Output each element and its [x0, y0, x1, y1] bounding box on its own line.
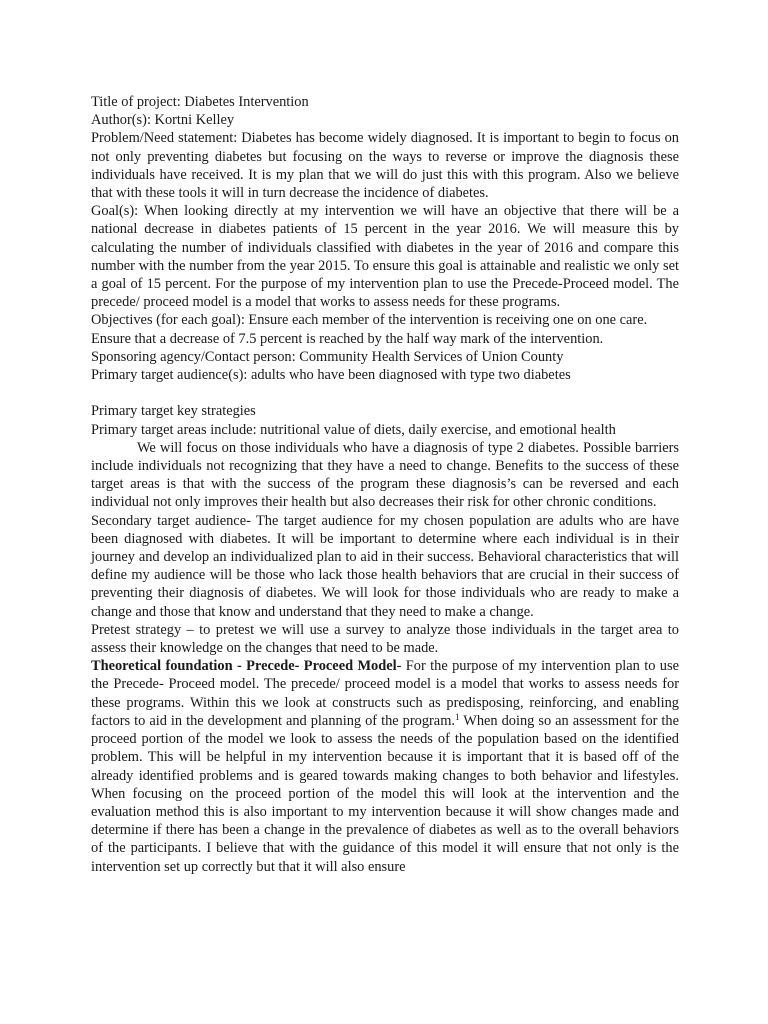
- problem-statement: Problem/Need statement: Diabetes has become widely diagnosed. It is important to begin to focus on not only preventing diabetes but focusing on the ways to reverse or improve the diagnosis these individuals have received. It is my plan that we will do just this with this program. Also we believe that with these tools it will in turn decrease the incidence of diabetes.: [91, 130, 679, 202]
- theoretical-text-b: When doing so an assessment for the proceed portion of the model we look to assess the needs of the population based on the identified problem. This will be helpful in my intervention because it is important that it is based off of the already identified problems and is geared towards making changes to both behavior and lifestyles. When focusing on the proceed portion of the model this will look at the intervention and the evaluation method this is also important to my intervention because it will show changes made and determine if there has been a change in the prevalence of diabetes as well as to the overall behaviors of the participants. I believe that with the guidance of this model it will ensure that not only is the intervention set up correctly but that it will also ensure: [91, 712, 679, 875]
- author-line: Author(s): Kortni Kelley: [91, 112, 235, 129]
- document-page: [91, 93, 679, 876]
- theoretical-foundation-label: Theoretical foundation - Precede- Proceed Model: [91, 658, 397, 675]
- project-title: Title of project: Diabetes Intervention: [91, 94, 309, 110]
- theoretical-text-a: - For the purpose of my intervention plan to use the Precede- Proceed model. The precede/ proceed model is a model that works to assess needs for these programs. Within this we look at constructs such as predisposing, reinforcing, and enabling factors to aid in the development and planning of the program.: [91, 658, 679, 729]
- footnote-marker[interactable]: 1: [455, 711, 460, 722]
- goals-paragraph: Goal(s): When looking directly at my intervention we will have an objective that there will be a national decrease in diabetes patients of 15 percent in the year 2016. We will measure this by calculating the number of individuals classified with diabetes in the year of 2016 and compare this number with the number from the year 2015. To ensure this goal is attainable and realistic we only set a goal of 15 percent. For the purpose of my intervention plan to use the Precede-Proceed model. The precede/ proceed model is a model that works to assess needs for these programs.: [91, 203, 679, 311]
- target-areas: Primary target areas include: nutritional value of diets, daily exercise, and emotional health: [91, 421, 616, 438]
- primary-target-audience: Primary target audience(s): adults who have been diagnosed with type two diabetes: [91, 367, 571, 384]
- secondary-target-audience: Secondary target audience- The target audience for my chosen population are adults who are have been diagnosed with diabetes. It will be important to determine where each individual is in their journey and develop an individualized plan to aid in their success. Behavioral characteristics that will define my audience will be those who lack those health behaviors that are crucial in their success of preventing their diagnosis of diabetes. We will look for those individuals who are ready to make a change and those that know and understand that they need to make a change.: [91, 512, 679, 620]
- focus-paragraph: We will focus on those individuals who have a diagnosis of type 2 diabetes. Possible barriers include individuals not recognizing that they have a need to change. Benefits to the success of these target areas is that with the success of the program these diagnosis’s can be reversed and each individual not only improves their health but also decreases their risk for other chronic conditions.: [91, 439, 679, 511]
- pretest-strategy: Pretest strategy – to pretest we will use a survey to analyze those individuals in the target area to assess their knowledge on the changes that need to be made.: [91, 621, 679, 657]
- objectives-line-2: Ensure that a decrease of 7.5 percent is reached by the half way mark of the intervention.: [91, 330, 604, 347]
- sponsoring-agency: Sponsoring agency/Contact person: Community Health Services of Union County: [91, 348, 564, 365]
- theoretical-foundation: [91, 657, 679, 875]
- blank-line: [91, 384, 679, 402]
- key-strategies-heading: Primary target key strategies: [91, 403, 256, 420]
- objectives-line-1: Objectives (for each goal): Ensure each member of the intervention is receiving one on one care.: [91, 312, 648, 329]
